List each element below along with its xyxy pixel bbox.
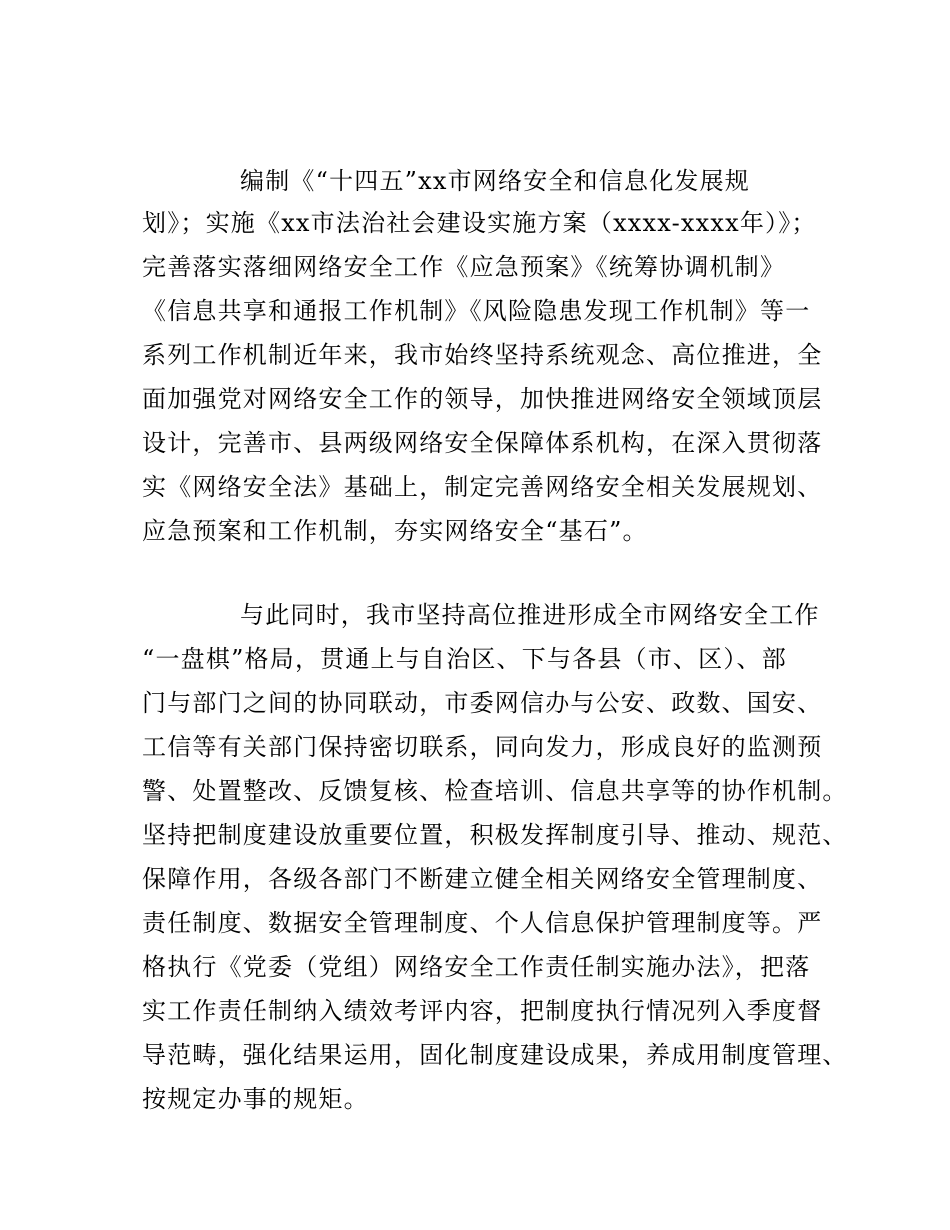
paragraph-2-line-6: 坚持把制度建设放重要位置，积极发挥制度引导、推动、规范、 [142, 821, 848, 849]
paragraph-1-line-4: 《信息共享和通报工作机制》《风险隐患发现工作机制》等一 [142, 297, 811, 325]
paragraph-1-line-2: 划》；实施《xx市法治社会建设实施方案（xxxx-xxxx年）》； [142, 209, 817, 237]
paragraph-1-line-8: 实《网络安全法》基础上，制定完善网络安全相关发展规划、 [142, 473, 823, 501]
paragraph-2-line-12: 按规定办事的规矩。 [142, 1085, 369, 1113]
paragraph-2-line-11: 导范畴，强化结果运用，固化制度建设成果，养成用制度管理、 [142, 1041, 848, 1069]
paragraph-2-line-9: 格执行《党委（党组）网络安全工作责任制实施办法》，把落 [142, 953, 811, 981]
paragraph-2-line-3: 门与部门之间的协同联动，市委网信办与公安、政数、国安、 [142, 689, 823, 717]
paragraph-1-line-7: 设计，完善市、县两级网络安全保障体系机构，在深入贯彻落 [142, 429, 823, 457]
paragraph-2-line-5: 警、处置整改、反馈复核、检查培训、信息共享等的协作机制。 [142, 777, 848, 805]
paragraph-2-line-10: 实工作责任制纳入绩效考评内容，把制度执行情况列入季度督 [142, 997, 823, 1025]
paragraph-1-line-6: 面加强党对网络安全工作的领导，加快推进网络安全领域顶层 [142, 385, 823, 413]
paragraph-1-line-3: 完善落实落细网络安全工作《应急预案》《统筹协调机制》 [142, 253, 786, 281]
paragraph-1-line-5: 系列工作机制近年来，我市始终坚持系统观念、高位推进，全 [142, 341, 823, 369]
paragraph-2-line-1: 与此同时，我市坚持高位推进形成全市网络安全工作 [240, 601, 820, 629]
paragraph-2-line-2: “一盘棋”格局，贯通上与自治区、下与各县（市、区）、部 [142, 645, 787, 673]
paragraph-1-line-1: 编制《“十四五”xx市网络安全和信息化发展规 [240, 167, 751, 195]
paragraph-2-line-4: 工信等有关部门保持密切联系，同向发力，形成良好的监测预 [142, 733, 823, 761]
paragraph-2-line-8: 责任制度、数据安全管理制度、个人信息保护管理制度等。严 [142, 909, 823, 937]
paragraph-2-line-7: 保障作用，各级各部门不断建立健全相关网络安全管理制度、 [142, 865, 823, 893]
paragraph-1-line-9: 应急预案和工作机制，夯实网络安全“基石”。 [142, 517, 648, 545]
